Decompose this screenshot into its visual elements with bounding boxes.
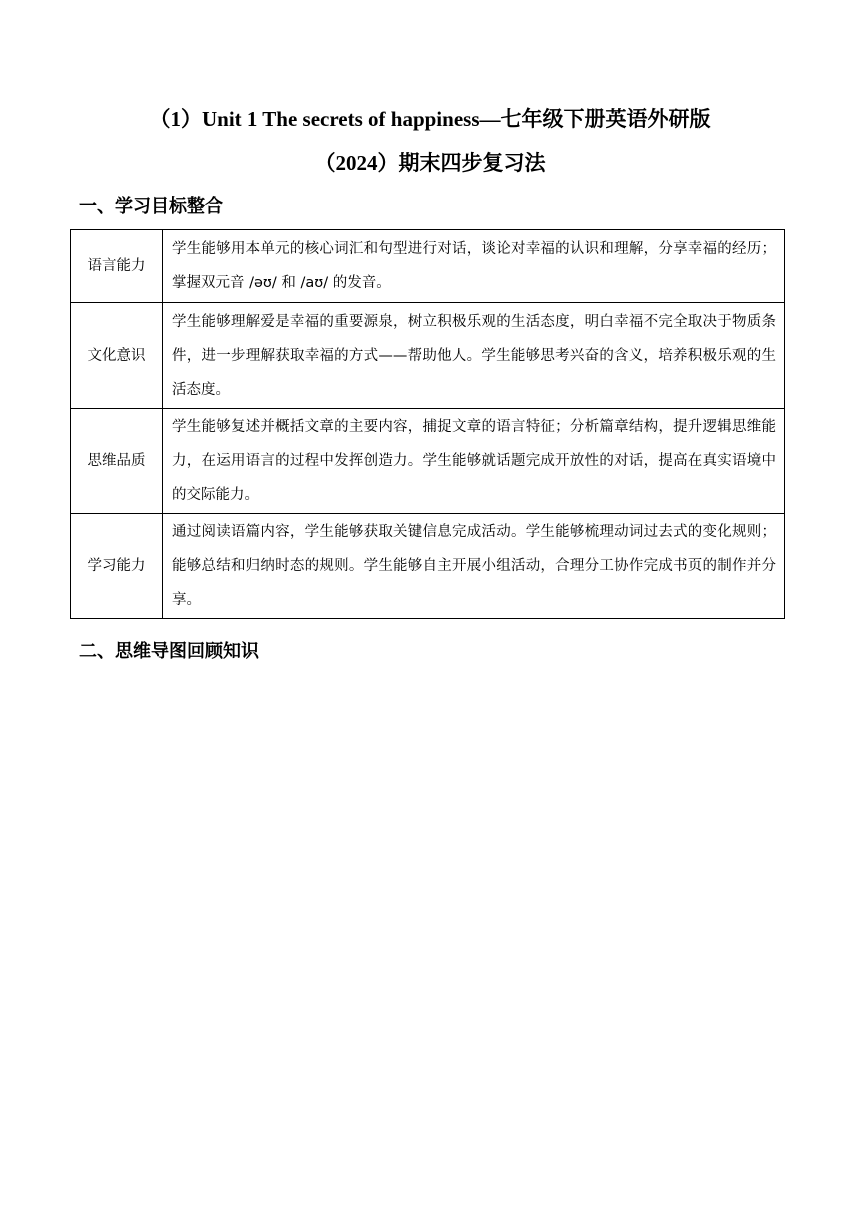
document-title-line-1: （1）Unit 1 The secrets of happiness—七年级下册英语外研版 [149, 107, 711, 131]
row-label-cultural-awareness: 文化意识 [71, 303, 163, 409]
row-label-thinking-quality: 思维品质 [71, 409, 163, 514]
section-heading-mind-map: 二、思维导图回顾知识 [79, 641, 259, 662]
row-text-thinking-quality: 学生能够复述并概括文章的主要内容，捕捉文章的语言特征；分析篇章结构，提升逻辑思维能力，在运用语言的过程中发挥创造力。学生能够就话题完成开放性的对话，提高在真实语境中的交际能力。 [163, 409, 785, 514]
document-title-line-2: （2024）期末四步复习法 [314, 151, 546, 175]
table-row [71, 514, 785, 619]
row-text-language-ability: 学生能够用本单元的核心词汇和句型进行对话，谈论对幸福的认识和理解，分享幸福的经历；掌握双元音 /əʊ/ 和 /aʊ/ 的发音。 [163, 230, 785, 303]
learning-goals-table [70, 229, 785, 619]
row-label-learning-ability: 学习能力 [71, 514, 163, 619]
table-row [71, 303, 785, 409]
row-label-language-ability: 语言能力 [71, 230, 163, 303]
row-text-cultural-awareness: 学生能够理解爱是幸福的重要源泉，树立积极乐观的生活态度，明白幸福不完全取决于物质条件，进一步理解获取幸福的方式——帮助他人。学生能够思考兴奋的含义，培养积极乐观的生活态度。 [163, 303, 785, 409]
row-text-learning-ability: 通过阅读语篇内容，学生能够获取关键信息完成活动。学生能够梳理动词过去式的变化规则；能够总结和归纳时态的规则。学生能够自主开展小组活动，合理分工协作完成书页的制作并分享。 [163, 514, 785, 619]
table-row [71, 230, 785, 303]
table-row [71, 409, 785, 514]
section-heading-learning-goals: 一、学习目标整合 [79, 196, 223, 217]
